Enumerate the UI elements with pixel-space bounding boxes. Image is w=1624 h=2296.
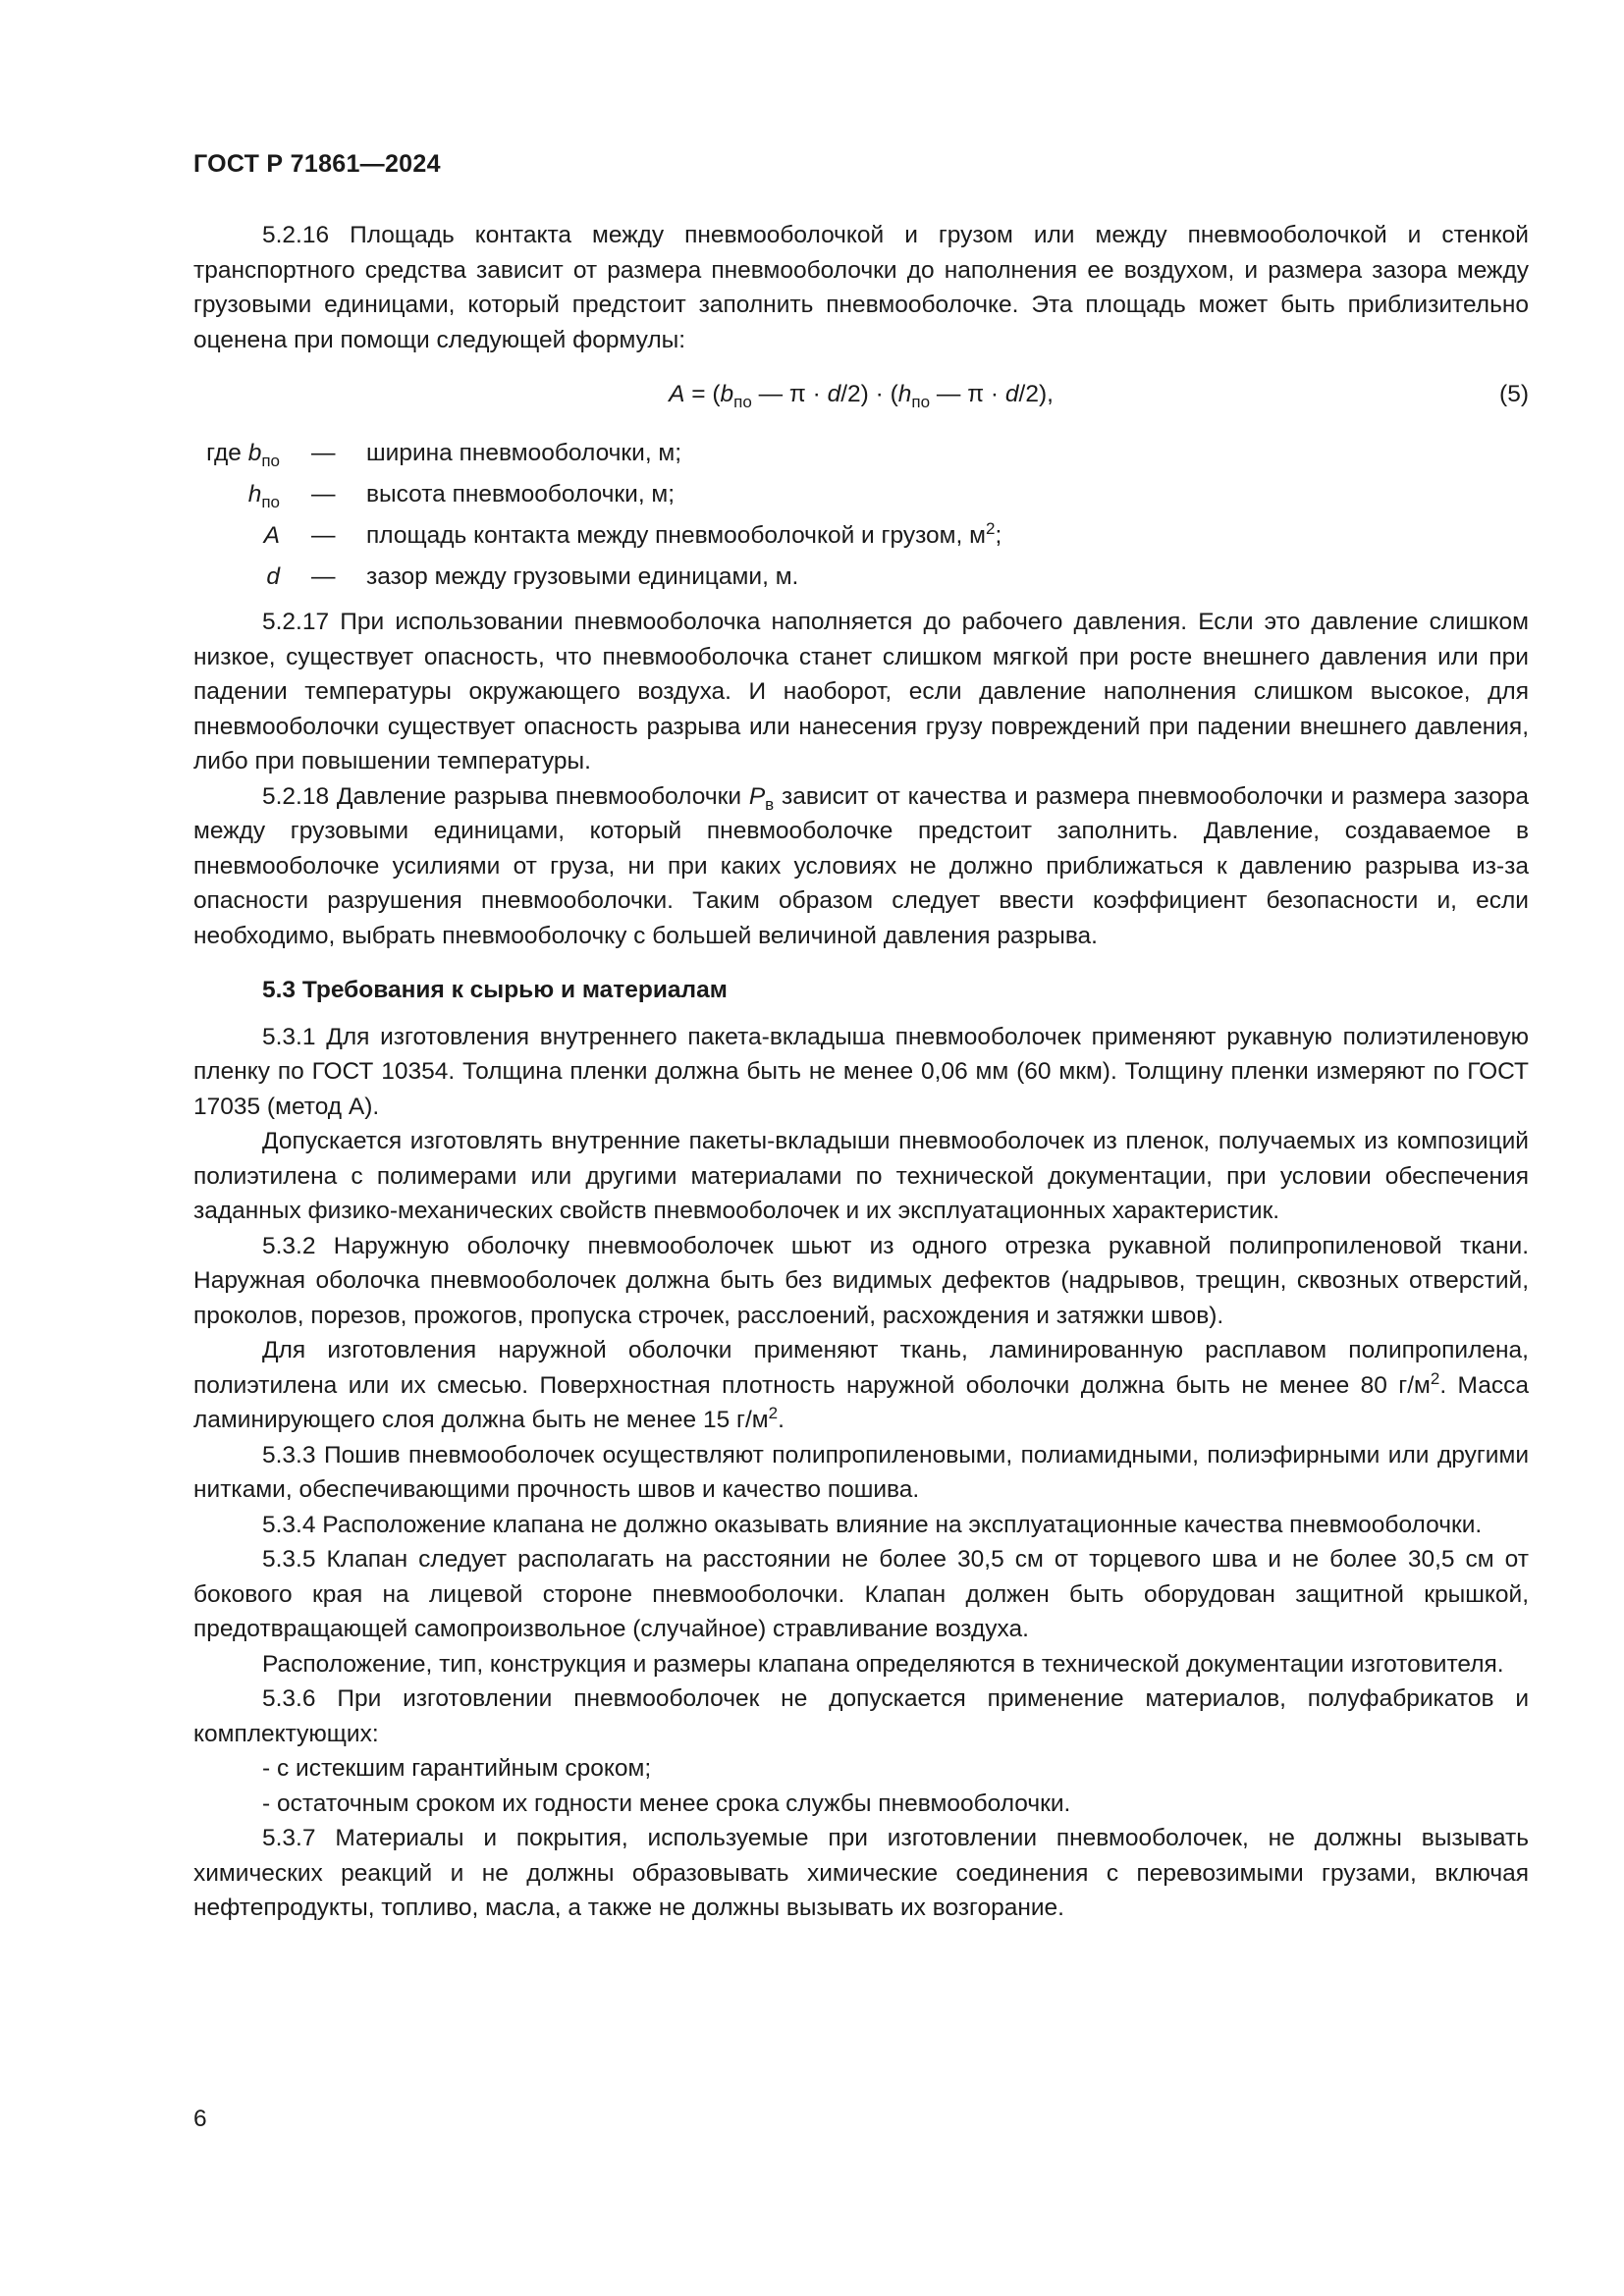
document-body <box>193 218 1529 1926</box>
formula-definitions <box>193 436 1529 601</box>
paragraph-5-3-2: 5.3.2 Наружную оболочку пневмооболочек шьют из одного отрезка рукавной полипропиленовой ткани. Наружная оболочка пневмооболочек должна быть без видимых дефектов (надрывов, трещин, сквозных отверстий, проколов, порезов, прожогов, пропуска строчек, расслоений, расхождения и затяжки швов). <box>193 1232 1529 1329</box>
definition-b-po: где $b_{по}$ — ширина пневмооболочки, м; <box>206 440 682 470</box>
section-heading-5-3: 5.3 Требования к сырью и материалам <box>262 977 728 1003</box>
paragraph-5-3-1: 5.3.1 Для изготовления внутреннего пакета-вкладыша пневмооболочек применяют рукавную полиэтиленовую пленку по ГОСТ 10354. Толщина пленки должна быть не менее 0,06 мм (60 мкм). Толщину пленки измеряют по ГОСТ 17035 (метод А). <box>193 1023 1529 1120</box>
paragraph-5-3-5: 5.3.5 Клапан следует располагать на расстоянии не более 30,5 см от торцевого шва и не более 30,5 см от бокового края на лицевой стороне пневмооболочки. Клапан должен быть оборудован защитной крышкой, предотвращающей самопроизвольное (случайное) стравливание воздуха. <box>193 1546 1529 1642</box>
paragraph-5-3-1-b: Допускается изготовлять внутренние пакеты-вкладыши пневмооболочек из пленок, получаемых из композиций полиэтилена с полимерами или другими материалами по технической документации, при условии обеспечения заданных физико-механических свойств пневмооболочек и их эксплуатационных характеристик. <box>193 1128 1529 1224</box>
definition-d: d — зазор между грузовыми единицами, м. <box>266 563 799 590</box>
document-header: ГОСТ Р 71861—2024 <box>193 150 441 178</box>
formula-expression: $A = (b_{по}$ — $\pi \cdot d/2) \cdot (h_{по}$ — π · d/2), <box>669 381 1054 411</box>
definition-a: A — площадь контакта между пневмооболочкой и грузом, $м^2$; <box>263 519 1002 549</box>
list-item: - остаточным сроком их годности менее срока службы пневмооболочки. <box>262 1789 1071 1817</box>
page-number: 6 <box>193 2106 207 2132</box>
list-item: - с истекшим гарантийным сроком; <box>262 1755 652 1782</box>
paragraph-5-3-7: 5.3.7 Материалы и покрытия, используемые при изготовлении пневмооболочек, не должны вызывать химических реакций и не должны образовывать химические соединения с перевозимыми грузами, включая нефтепродукты, топливо, масла, а также не должны вызывать их возгорание. <box>193 1825 1529 1921</box>
definition-h-po: $h_{по}$ — высота пневмооболочки, м; <box>247 481 676 511</box>
paragraph-5-2-17: 5.2.17 При использовании пневмооболочка наполняется до рабочего давления. Если это давление слишком низкое, существует опасность, что пневмооболочка станет слишком мягкой при росте внешнего давления или при падении температуры окружающего воздуха. И наоборот, если давление наполнения слишком высокое, для пневмооболочки существует опасность разрыва или нанесения грузу повреждений при падении внешнего давления, либо при повышении температуры. <box>193 609 1529 774</box>
paragraph-5-3-3: 5.3.3 Пошив пневмооболочек осуществляют полипропиленовыми, полиамидными, полиэфирными или другими нитками, обеспечивающими прочность швов и качество пошива. <box>193 1441 1529 1503</box>
paragraph-5-2-18: 5.2.18 Давление разрыва пневмооболочки $P_в$ зависит от качества и размера пневмооболочки и размера зазора между грузовыми единицами, который пневмооболочке предстоит заполнить. Давление, создаваемое в пневмооболочке усилиями от груза, ни при каких условиях не должно приближаться к давлению разрыва из-за опасности разрушения пневмооболочки. Таким образом следует ввести коэффициент безопасности и, если необходимо, выбрать пневмооболочку с большей величиной давления разрыва. <box>193 782 1529 949</box>
formula-5 <box>193 377 1529 418</box>
formula-number: (5) <box>1499 381 1529 407</box>
paragraph-5-3-4: 5.3.4 Расположение клапана не должно оказывать влияние на эксплуатационные качества пневмооболочки. <box>262 1511 1483 1538</box>
paragraph-5-3-2-b: Для изготовления наружной оболочки применяют ткань, ламинированную расплавом полипропилена, полиэтилена или их смесью. Поверхностная плотность наружной оболочки должна быть не менее 80 $г/м^2$. Масса ламинирующего слоя должна быть не менее 15 $г/м^2$. <box>193 1337 1529 1433</box>
paragraph-5-3-5-b: Расположение, тип, конструкция и размеры клапана определяются в технической документации изготовителя. <box>262 1650 1504 1678</box>
paragraph-5-2-16: 5.2.16 Площадь контакта между пневмооболочкой и грузом или между пневмооболочкой и стенкой транспортного средства зависит от размера пневмооболочки до наполнения ее воздухом, и размера зазора между грузовыми единицами, который предстоит заполнить пневмооболочке. Эта площадь может быть приблизительно оценена при помощи следующей формулы: <box>193 222 1529 353</box>
paragraph-5-3-6: 5.3.6 При изготовлении пневмооболочек не допускается применение материалов, полуфабрикатов и комплектующих: <box>193 1685 1529 1747</box>
